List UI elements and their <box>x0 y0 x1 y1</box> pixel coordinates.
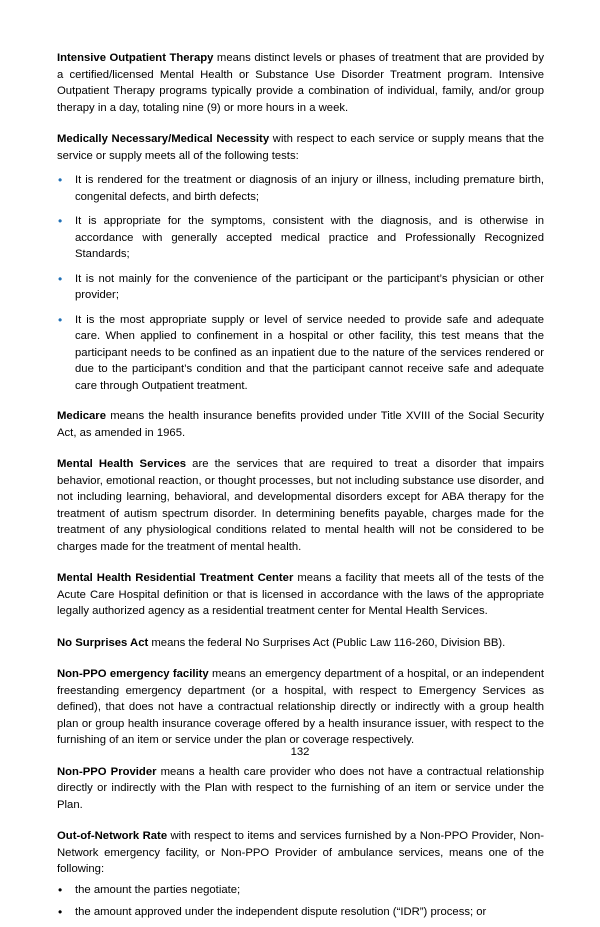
definition-term: Medicare <box>57 410 106 422</box>
bullet-icon: • <box>58 312 63 327</box>
list-item-text: the amount approved under the independent dispute resolution (“IDR”) process; or <box>75 906 487 918</box>
definition-medical-necessity <box>57 131 544 164</box>
definition-text: means a health care provider who does not have a contractual relationship directly or indirectly with the Plan with respect to the furnishing of an item or service under the Plan. <box>57 765 544 811</box>
medical-necessity-tests-list <box>57 172 544 394</box>
definition-no-surprises-act <box>57 635 544 652</box>
definition-text: means an emergency department of a hospital, or an independent freestanding emergency department (or a hospital, with respect to Emergency Services as defined), that does not have a contractual relationship directly or indirectly with a group health plan or group health insurance coverage offered by a health insurance issuer, with respect to the furnishing of an item or service under the plan or coverage respectively. <box>57 668 544 746</box>
bullet-icon: • <box>58 905 63 919</box>
definition-text: with respect to each service or supply means that the service or supply meets all of the following tests: <box>57 133 544 162</box>
definition-text: means the health insurance benefits provided under Title XVIII of the Social Security Act, as amended in 1965. <box>57 410 544 439</box>
list-item <box>57 904 544 921</box>
definition-intensive-outpatient-therapy <box>57 50 544 116</box>
bullet-icon: • <box>58 271 63 286</box>
list-item-text: It is rendered for the treatment or diagnosis of an injury or illness, including premature birth, congenital defects, and birth defects; <box>75 174 544 203</box>
definition-mental-health-services <box>57 456 544 555</box>
definition-term: Mental Health Residential Treatment Center <box>57 572 294 584</box>
definition-non-ppo-emergency-facility <box>57 666 544 749</box>
definition-text: are the services that are required to treat a disorder that impairs behavior, emotional reaction, or thought processes, but not including substance use disorder, and not including learning, behavioral, and developmental disorders except for ABA therapy for the treatment of autism spectrum disorder. In determining benefits payable, charges made for the treatment of any physiological conditions related to mental health will not be considered to be charges made for the treatment of mental health. <box>57 458 544 553</box>
definition-term: Out-of-Network Rate <box>57 830 168 842</box>
definition-mental-health-residential-treatment-center <box>57 570 544 620</box>
definition-term: No Surprises Act <box>57 636 149 649</box>
definition-term: Intensive Outpatient Therapy <box>57 52 214 64</box>
list-item <box>57 172 544 205</box>
definition-text: means distinct levels or phases of treatment that are provided by a certified/licensed Mental Health or Substance Use Disorder Treatment program. Intensive Outpatient Therapy programs typically provide a combination of individual, family, and/or group therapy in a day, totaling nine (9) or more hours in a week. <box>57 52 544 114</box>
definition-non-ppo-provider <box>57 764 544 814</box>
definition-out-of-network-rate <box>57 828 544 878</box>
list-item-text: It is appropriate for the symptoms, consistent with the diagnosis, and is otherwise in accordance with generally accepted medical practice and Professionally Recognized Standards; <box>75 215 544 260</box>
definition-term: Medically Necessary/Medical Necessity <box>57 133 270 145</box>
document-page <box>57 50 544 927</box>
out-of-network-rate-list <box>57 882 544 921</box>
list-item <box>57 882 544 899</box>
bullet-icon: • <box>58 214 63 228</box>
definition-term: Non-PPO emergency facility <box>57 668 209 680</box>
list-item-text: It is the most appropriate supply or level of service needed to provide safe and adequate care. When applied to confinement in a hospital or other facility, this test means that the participant needs to be confined as an inpatient due to the nature of the services rendered or due to the participant’s condition and that the participant cannot receive safe and adequate care through Outpatient treatment. <box>75 313 544 392</box>
definition-text: means a facility that meets all of the tests of the Acute Care Hospital definition or that is licensed in accordance with the laws of the appropriate legally authorized agency as a residential treatment center for Mental Health Services. <box>57 572 544 617</box>
page-number: 132 <box>290 746 310 758</box>
bullet-icon: • <box>58 173 63 187</box>
definition-text: means the federal No Surprises Act (Public Law 116-260, Division BB). <box>148 636 506 649</box>
list-item <box>57 213 544 263</box>
list-item-text: the amount the parties negotiate; <box>75 883 241 896</box>
definition-text: with respect to items and services furnished by a Non-PPO Provider, Non-Network emergency facility, or Non-PPO Provider of ambulance services, means one of the following: <box>57 830 544 875</box>
list-item-text: It is not mainly for the convenience of the participant or the participant’s physician or other provider; <box>75 272 544 301</box>
list-item <box>57 312 544 395</box>
bullet-icon: • <box>58 882 63 897</box>
definition-medicare <box>57 408 544 441</box>
definition-term: Mental Health Services <box>57 458 187 470</box>
list-item <box>57 271 544 304</box>
definition-term: Non-PPO Provider <box>57 765 157 778</box>
